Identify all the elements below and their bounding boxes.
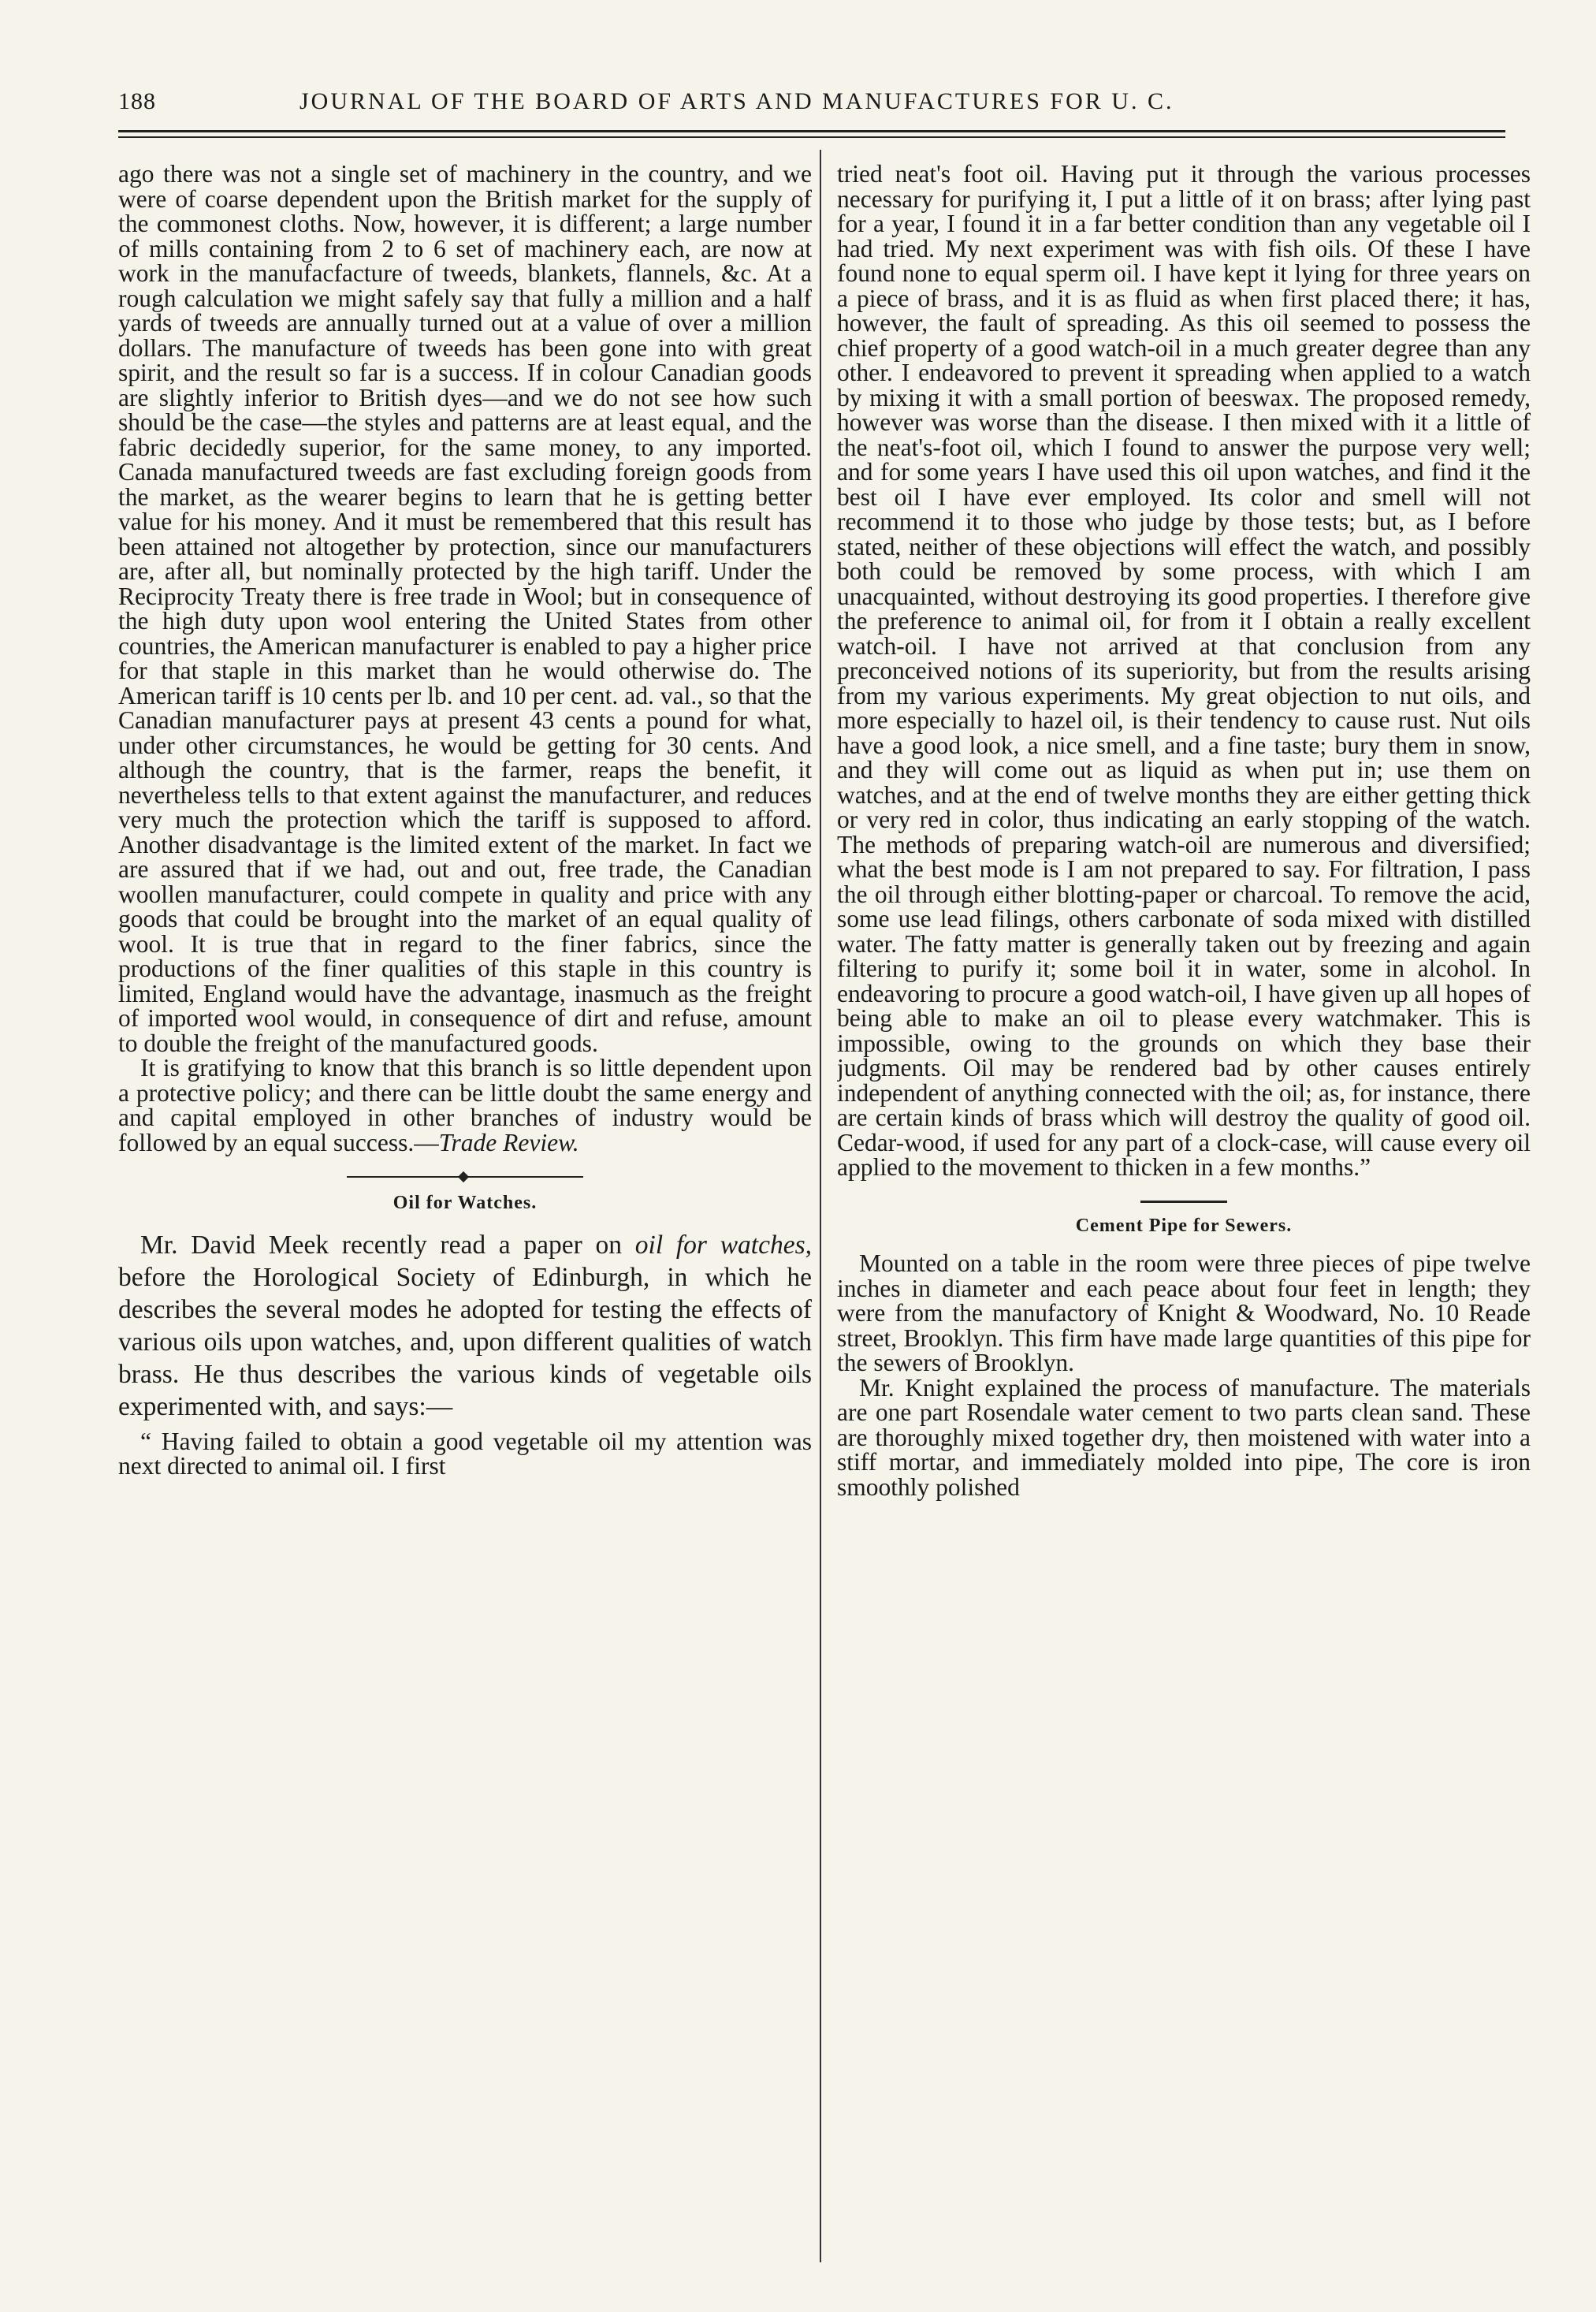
section-title-cement-pipe: Cement Pipe for Sewers. — [1075, 1215, 1293, 1236]
article-paragraph: “ Having failed to obtain a good vegetable oil my attention was next directed to animal oil. I first — [118, 1427, 812, 1480]
paragraph-text: Mr. David Meek recently read a paper on — [140, 1230, 635, 1260]
italic-phrase: oil for watches, — [634, 1230, 812, 1260]
running-head: JOURNAL OF THE BOARD OF ARTS AND MANUFACTURES FOR U. C. — [299, 88, 1174, 114]
article-paragraph: ago there was not a single set of machinery in the country, and we were of coarse dependent upon the British market for the supply of the commonest cloths. Now, however, it is different; a large number of mills containing from 2 to 6 set of machinery each, are now at work in the manufacfacture of tweeds, blankets, flannels, &c. At a rough calculation we might safely say that fully a million and a half yards of tweeds are annually turned out at a value of over a million dollars. The manufacture of tweeds has been gone into with great spirit, and the result so far is a success. If in colour Canadian goods are slightly inferior to British dyes—and we do not see how such should be the case—the styles and patterns are at least equal, and the fabric decidedly superior, for the same money, to any imported. Canada manufactured tweeds are fast excluding foreign goods from the market, as the wearer begins to learn that he is getting better value for his money. And it must be remembered that this result has been attained not altogether by protection, since our manufacturers are, after all, but nominally protected by the high tariff. Under the Reciprocity Treaty there is free trade in Wool; but in consequence of the high duty upon wool entering the United States from other countries, the American manufacturer is enabled to pay a higher price for that staple in this market than he would otherwise do. The American tariff is 10 cents per lb. and 10 per cent. ad. val., so that the Canadian manufacturer pays at present 43 cents a pound for what, under other circumstances, he would be getting for 30 cents. And although the country, that is the farmer, reaps the benefit, it nevertheless tells to that extent against the manufacturer, and reduces very much the protection which the tariff is supposed to afford. Another disadvantage is the limited extent of the market. In fact we are assured that if we had, out and out, free trade, the Canadian woollen manufacturer, could compete in quality and price with any goods that could be brought into the market of an equal quality of wool. It is true that in regard to the finer fabrics, since the productions of the finer qualities of this staple in this country is limited, England would have the advantage, inasmuch as the freight of imported wool would, in consequence of dirt and refuse, amount to double the freight of the manufactured goods. — [118, 162, 812, 1057]
section-ornament-rule — [118, 1172, 812, 1182]
page-header — [118, 88, 1505, 128]
header-rule-double — [118, 136, 1505, 138]
page-number: 188 — [118, 88, 156, 114]
section-rule — [1140, 1201, 1227, 1203]
source-citation: Trade Review. — [438, 1128, 579, 1156]
article-paragraph: Mounted on a table in the room were three pieces of pipe twelve inches in diameter and each peace about four feet in length; they were from the manufactory of Knight & Woodward, No. 10 Reade street, Brooklyn. This firm have made large quantities of this pipe for the sewers of Brooklyn. — [837, 1249, 1531, 1376]
header-rule — [118, 130, 1505, 132]
section-title-oil-for-watches: Oil for Watches. — [392, 1193, 538, 1213]
column-divider — [820, 150, 821, 2262]
paragraph-text: before the Horological Society of Edinburgh, in which he describes the several modes he adopted for testing the effects of various oils upon watches, and, upon different qualities of watch brass. He thus describes the various kinds of vegetable oils experimented with, and says:— — [118, 1262, 812, 1421]
paragraph-text: It is gratifying to know that this branch is so little dependent upon a protective policy; and there can be little doubt the same energy and and capital employed in other branches of industry would be followed by an equal success.— — [118, 1054, 812, 1156]
right-column — [837, 162, 1531, 2258]
article-paragraph: Mr. Knight explained the process of manufacture. The materials are one part Rosendale water cement to two parts clean sand. These are thoroughly mixed together dry, then moistened with water into a stiff mortar, and immediately molded into pipe, The core is iron smoothly polished — [837, 1373, 1531, 1501]
article-paragraph — [118, 1055, 812, 1155]
article-paragraph: tried neat's foot oil. Having put it through the various processes necessary for purifying it, I put a little of it on brass; after lying past for a year, I found it in a far better condition than any vegetable oil I had tried. My next experiment was with fish oils. Of these I have found none to equal sperm oil. I have kept it lying for three years on a piece of brass, and it is as fluid as when first placed there; it has, however, the fault of spreading. As this oil seemed to possess the chief property of a good watch-oil in a much greater degree than any other. I endeavored to prevent it spreading when applied to a watch by mixing it with a small portion of beeswax. The proposed remedy, however was worse than the disease. I then mixed with it a little of the neat's-foot oil, which I found to answer the purpose very well; and for some years I have used this oil upon watches, and find it the best oil I have ever employed. Its color and smell will not recommend it to those who judge by those tests; but, as I before stated, neither of these objections will effect the watch, and possibly both could be removed by some process, with which I am unacquainted, without destroying its good properties. I therefore give the preference to animal oil, for from it I obtain a really excellent watch-oil. I have not arrived at that conclusion from any preconceived notions of its superiority, but from the results arising from my various experiments. My great objection to nut oils, and more especially to hazel oil, is their tendency to cause rust. Nut oils have a good look, a nice smell, and a fine taste; bury them in snow, and they will come out as liquid as when put in; use them on watches, and at the end of twelve months they are either getting thick or very red in color, thus indicating an early stopping of the watch. The methods of preparing watch-oil are numerous and diversified; what the best mode is I am not prepared to say. For filtration, I pass the oil through either blotting-paper or charcoal. To remove the acid, some use lead filings, others carbonate of soda mixed with distilled water. The fatty matter is generally taken out by freezing and again filtering to purify it; some boil it in water, some in alcohol. In endeavoring to procure a good watch-oil, I have given up all hopes of being able to make an oil to please every watchmaker. This is impossible, owing to the grounds on which they base their judgments. Oil may be rendered bad by other causes entirely independent of anything connected with the oil; as, for instance, there are certain kinds of brass which will destroy the quality of good oil. Cedar-wood, if used for any part of a clock-case, will cause every oil applied to the movement to thicken in a few months.” — [837, 162, 1531, 1181]
left-column — [118, 162, 812, 2258]
article-paragraph — [118, 1229, 812, 1423]
